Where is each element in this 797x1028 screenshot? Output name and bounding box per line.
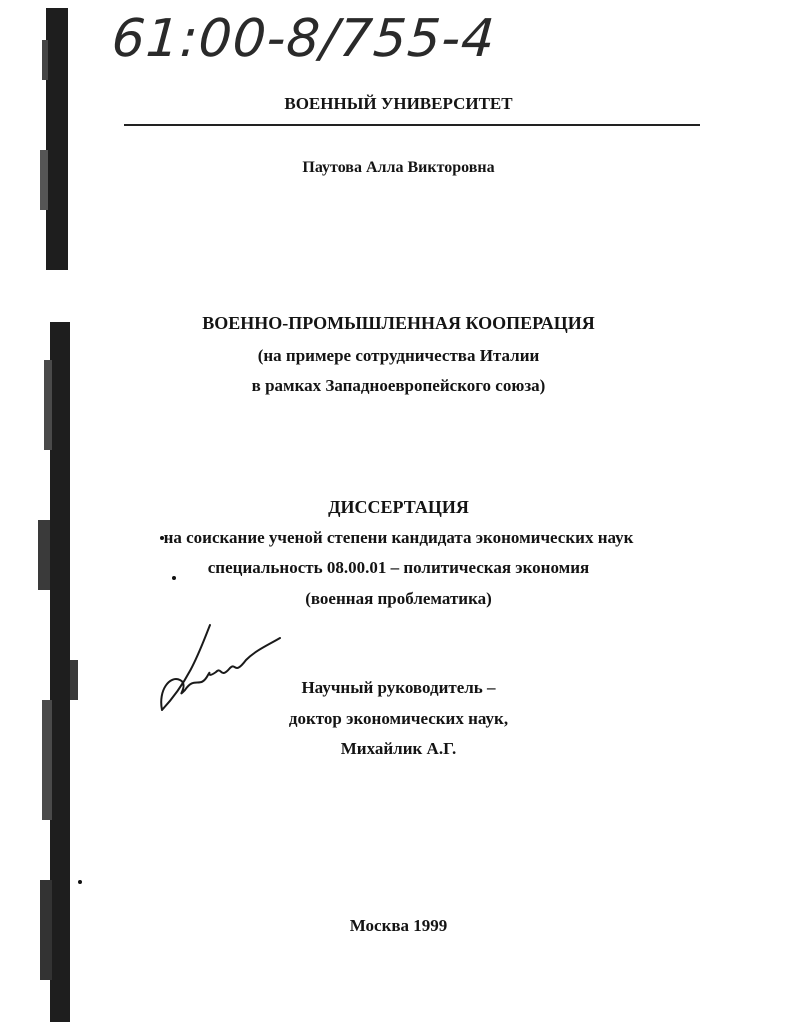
supervisor-degree: доктор экономических наук, (288, 709, 509, 728)
supervisor-role: Научный руководитель – (301, 678, 496, 697)
handwritten-archive-number: 61:00-8/755-4 (109, 9, 498, 69)
title-subtitle-line-2: в рамках Западноевропейского союза) (251, 376, 546, 395)
university-name: ВОЕННЫЙ УНИВЕРСИТЕТ (284, 94, 513, 113)
scan-speck (78, 880, 82, 884)
scan-speck (172, 576, 176, 580)
focus-line: (военная проблематика) (305, 589, 492, 608)
author-name: Паутова Алла Викторовна (302, 159, 495, 176)
title-subtitle-line-1: (на примере сотрудничества Италии (257, 346, 540, 365)
scan-speck (160, 536, 164, 540)
degree-line: на соискание ученой степени кандидата экономических наук (163, 528, 634, 547)
dissertation-heading: ДИССЕРТАЦИЯ (328, 497, 469, 517)
place-and-year: Москва 1999 (349, 916, 448, 935)
specialty-line: специальность 08.00.01 – политическая экономия (207, 558, 590, 577)
supervisor-name: Михайлик А.Г. (340, 739, 457, 758)
handwritten-signature-icon (150, 620, 290, 720)
header-divider (124, 124, 700, 126)
dissertation-title: ВОЕННО-ПРОМЫШЛЕННАЯ КООПЕРАЦИЯ (202, 313, 595, 333)
